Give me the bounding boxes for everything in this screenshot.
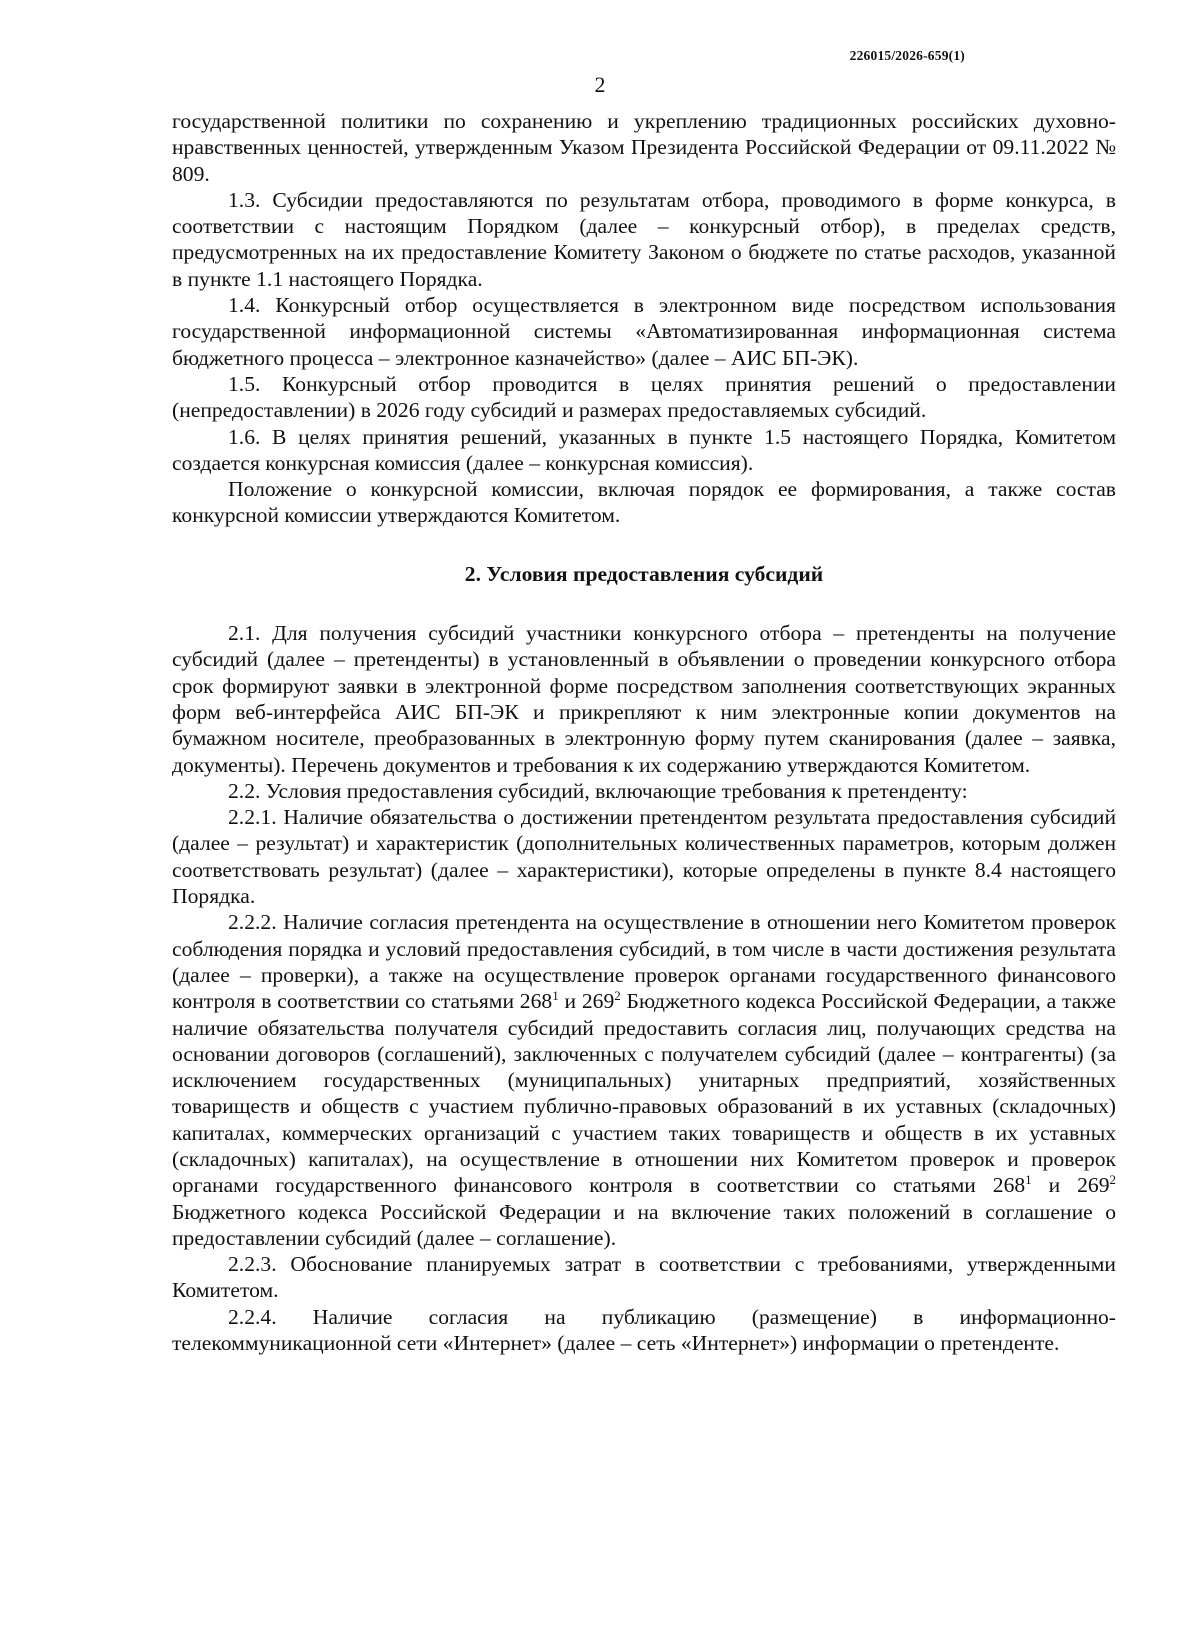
paragraph-2-1: 2.1. Для получения субсидий участники конкурсного отбора – претенденты на получение субсидий (далее – претенденты) в установленный в объявлении о проведении конкурсного отбора срок формируют заявки в электронной форме посредством заполнения соответствующих экранных форм веб-интерфейса АИС БП-ЭК и прикрепляют к ним электронные копии документов на бумажном носителе, преобразованных в электронную форму путем сканирования (далее – заявка, документы). Перечень документов и требования к их содержанию утверждаются Комитетом. [172, 621, 1116, 777]
paragraph-2-2-2-part-c: Бюджетного кодекса Российской Федерации, а также наличие обязательства получателя субсидий предоставить согласия лиц, получающих средства на основании договоров (соглашений), заключенных с получателем субсидий (далее – контрагенты) (за исключением государственных (муниципальных) унитарных предприятий, хозяйственных товариществ и обществ с участием публично-правовых образований в их уставных (складочных) капиталах, коммерческих организаций с участием таких товариществ и обществ в их уставных (складочных) капиталах), на осуществление в отношении них Комитетом проверок и проверок органами государственного финансового контроля в соответствии со статьями 268 [172, 989, 1116, 1198]
paragraph-1-4: 1.4. Конкурсный отбор осуществляется в электронном виде посредством использования государственной информационной системы «Автоматизированная информационная система бюджетного процесса – электронное казначейство» (далее – АИС БП-ЭК). [172, 293, 1116, 370]
document-body [172, 108, 1116, 1356]
paragraph-continued: государственной политики по сохранению и укреплению традиционных российских духовно-нравственных ценностей, утвержденным Указом Президента Российской Федерации от 09.11.2022 № 809. [172, 109, 1116, 186]
superscript-article-268-second: 1 [1025, 1172, 1032, 1188]
paragraph-2-2: 2.2. Условия предоставления субсидий, включающие требования к претенденту: [228, 778, 968, 803]
page-number: 2 [594, 72, 606, 97]
paragraph-2-2-2-part-e: Бюджетного кодекса Российской Федерации и на включение таких положений в соглашение о предоставлении субсидий (далее – соглашение). [172, 1199, 1116, 1250]
paragraph-2-2-2-part-b: и 269 [558, 989, 615, 1014]
paragraph-2-2-2-part-a: 2.2.2. Наличие согласия претендента на осуществление в отношении него Комитетом проверок соблюдения порядка и условий предоставления субсидий, в том числе в части достижения результата (далее – проверки), а также на осуществление проверок органами государственного финансового контроля в соответствии со статьями 268 [172, 910, 1116, 1014]
superscript-article-269-first: 2 [614, 988, 621, 1004]
paragraph-1-5: 1.5. Конкурсный отбор проводится в целях принятия решений о предоставлении (непредоставлении) в 2026 году субсидий и размерах предоставляемых субсидий. [172, 371, 1116, 423]
paragraph-1-6-commission: Положение о конкурсной комиссии, включая порядок ее формирования, а также состав конкурсной комиссии утверждаются Комитетом. [172, 477, 1116, 528]
paragraph-2-2-1: 2.2.1. Наличие обязательства о достижении претендентом результата предоставления субсидий (далее – результат) и характеристик (дополнительных количественных параметров, которым должен соответствовать результат) (далее – характеристики), которые определены в пункте 8.4 настоящего Порядка. [172, 805, 1116, 909]
document-registration-number: 226015/2026-659(1) [849, 48, 965, 63]
superscript-article-268-first: 1 [552, 988, 559, 1004]
paragraph-1-6: 1.6. В целях принятия решений, указанных в пункте 1.5 настоящего Порядка, Комитетом создается конкурсная комиссия (далее – конкурсная комиссия). [172, 424, 1116, 475]
paragraph-2-2-3: 2.2.3. Обоснование планируемых затрат в соответствии с требованиями, утвержденными Комитетом. [172, 1252, 1116, 1303]
paragraph-2-2-4: 2.2.4. Наличие согласия на публикацию (размещение) в информационно-телекоммуникационной сети «Интернет» (далее – сеть «Интернет») информации о претенденте. [172, 1304, 1116, 1356]
section-2-title: 2. Условия предоставления субсидий [464, 561, 824, 586]
paragraph-1-3: 1.3. Субсидии предоставляются по результатам отбора, проводимого в форме конкурса, в соответствии с настоящим Порядком (далее – конкурсный отбор), в пределах средств, предусмотренных на их предоставление Комитету Законом о бюджете по статье расходов, указанной в пункте 1.1 настоящего Порядка. [172, 187, 1116, 291]
paragraph-2-2-2-part-d: и 269 [1031, 1173, 1110, 1198]
paragraph-2-2-2 [172, 909, 1116, 1251]
superscript-article-269-second: 2 [1109, 1172, 1116, 1188]
